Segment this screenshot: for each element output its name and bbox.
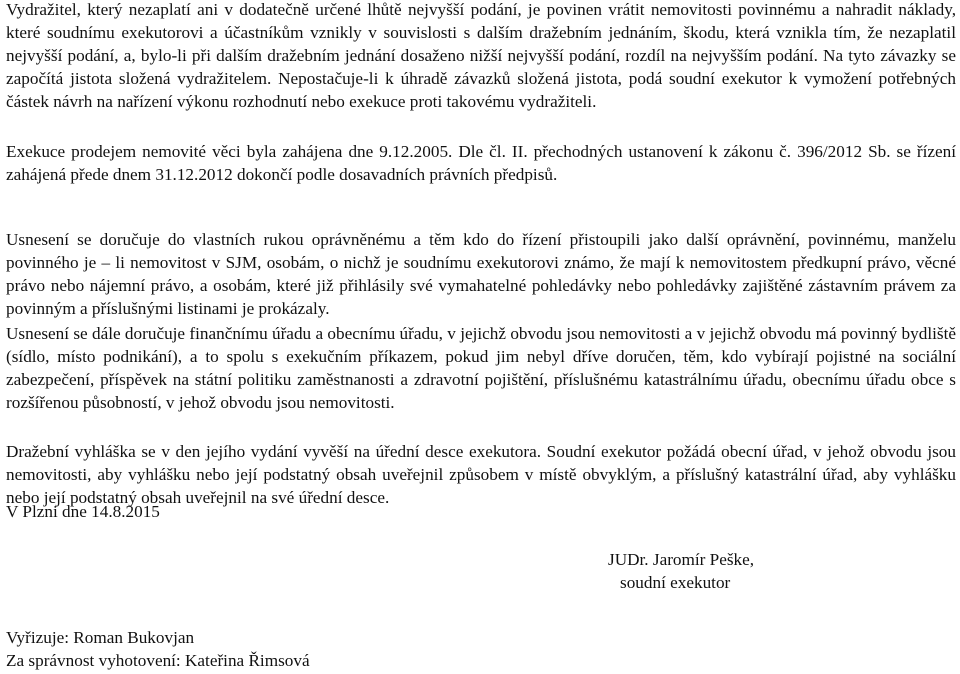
- paragraph-delivery-parties: Usnesení se doručuje do vlastních rukou oprávněnému a těm kdo do řízení přistoupili jako další oprávnění, povinnému, manželu povinného je – li nemovitost v SJM, osobám, o nichž je soudnímu exekutorovi známo, že mají k nemovitostem předkupní právo, věcné právo nebo nájemní právo, a osobám, které již přihlásily své vymahatelné pohledávky nebo pohledávky zajištěné zástavním právem za povinným a příslušnými listinami je prokázaly.: [6, 230, 956, 318]
- date-line: V Plzni dne 14.8.2015: [6, 502, 160, 521]
- handled-by: Vyřizuje: Roman Bukovjan: [6, 628, 195, 647]
- paragraph-execution-start: Exekuce prodejem nemovité věci byla zahájena dne 9.12.2005. Dle čl. II. přechodných ustanovení k zákonu č. 396/2012 Sb. se řízení zahájená přede dnem 31.12.2012 dokončí podle dosavadních právních předpisů.: [6, 142, 956, 184]
- certified-by: Za správnost vyhotovení: Kateřina Řimsová: [6, 651, 310, 670]
- signature-block: [608, 548, 754, 594]
- paragraph-delivery-offices: Usnesení se dále doručuje finančnímu úřadu a obecnímu úřadu, v jejichž obvodu jsou nemovitosti a v jejichž obvodu má povinný bydliště (sídlo, místo podnikání), a to spolu s exekučním příkazem, pokud jim nebyl dříve doručen, těm, kdo vybírají pojistné na sociální zabezpečení, příspěvek na státní politiku zaměstnanosti a zdravotní pojištění, příslušnému katastrálnímu úřadu, obecnímu úřadu obce s rozšířenou působností, v jehož obvodu jsou nemovitosti.: [6, 324, 956, 412]
- paragraph-bidder-obligations: Vydražitel, který nezaplatí ani v dodatečně určené lhůtě nejvyšší podání, je povinen vrátit nemovitosti povinnému a nahradit náklady, které soudnímu exekutorovi a účastníkům vznikly v souvislosti s dalším dražebním jednáním, škodu, která vznikla tím, že nezaplatil nejvyšší podání, a, bylo-li při dalším dražebním jednání dosaženo nižší nejvyšší podání, rozdíl na nejvyšším podání. Na tyto závazky se započítá jistota složená vydražitelem. Nepostačuje-li k úhradě závazků složená jistota, podá soudní exekutor k vymožení potřebných částek návrh na nařízení výkonu rozhodnutí nebo exekuce proti takovému vydražiteli.: [6, 0, 956, 111]
- footer-block: [6, 626, 310, 672]
- paragraph-publication: Dražební vyhláška se v den jejího vydání vyvěší na úřední desce exekutora. Soudní exekutor požádá obecní úřad, v jehož obvodu jsou nemovitosti, aby vyhlášku nebo její podstatný obsah uveřejnil způsobem v místě obvyklým, a příslušný katastrální úřad, aby vyhlášku nebo její podstatný obsah uveřejnil na své úřední desce.: [6, 442, 956, 507]
- signature-role: soudní exekutor: [620, 573, 731, 592]
- signature-name: JUDr. Jaromír Peške,: [608, 550, 755, 569]
